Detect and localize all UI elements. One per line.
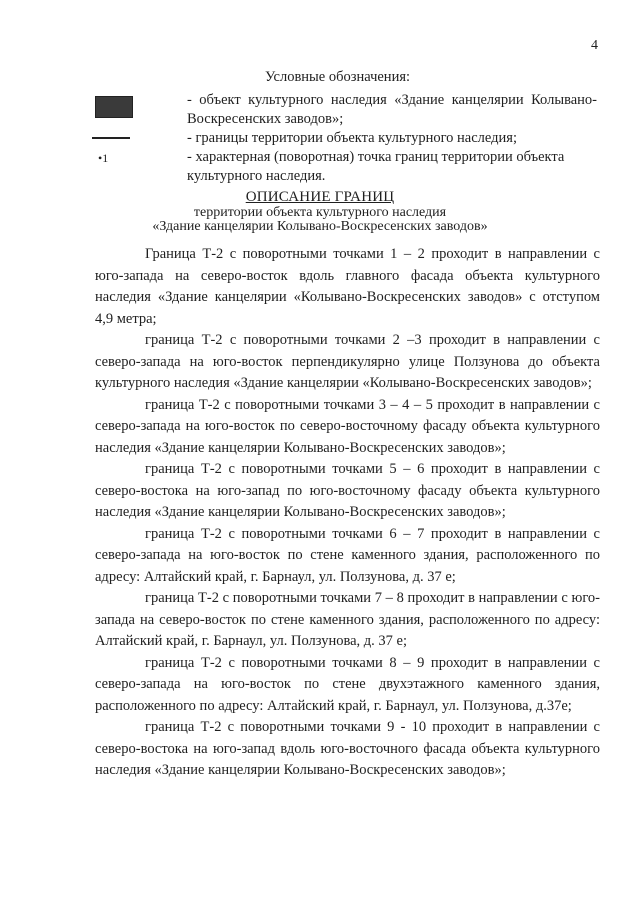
legend-item-territory-boundary: - границы территории объекта культурного наследия; <box>187 130 517 146</box>
boundary-paragraph: граница Т-2 с поворотными точками 9 - 10 проходит в направлении с северо-востока на юго-запад вдоль юго-восточного фасада объекта культурного наследия «Здание канцелярии Колывано-Воскресенских заводов»; <box>95 719 600 778</box>
boundary-paragraph: граница Т-2 с поворотными точками 8 – 9 проходит в направлении с северо-запада на юго-восток по стене двухэтажного каменного здания, расположенного по адресу: Алтайский край, г. Барнаул, ул. Ползунова, д.37е; <box>95 654 600 714</box>
legend-title: Условные обозначения: <box>265 69 411 85</box>
turning-point-marker-icon: •1 <box>98 151 109 165</box>
boundary-paragraph: граница Т-2 с поворотными точками 7 – 8 проходит в направлении с юго-запада на северо-восток по стене каменного здания, расположенного по адресу: Алтайский край, г. Барнаул, ул. Ползунова, д. 37 е; <box>95 590 600 649</box>
boundary-paragraph: граница Т-2 с поворотными точками 2 –3 проходит в направлении с северо-запада на юго-восток перпендикулярно улице Ползунова до объекта культурного наследия «Здание канцелярии «Колывано-Воскресенских заводов»; <box>95 332 600 391</box>
section-subtitle-1: территории объекта культурного наследия <box>193 205 447 220</box>
section-title: ОПИСАНИЕ ГРАНИЦ <box>245 189 395 205</box>
boundary-paragraph: граница Т-2 с поворотными точками 3 – 4 – 5 проходит в направлении с северо-запада на юго-восток по северо-восточному фасаду объекта культурного наследия «Здание канцелярии Колывано-Воскресенских заводов»; <box>95 396 600 456</box>
boundary-paragraph: Граница Т-2 с поворотными точками 1 – 2 проходит в направлении с юго-запада на северо-восток вдоль главного фасада объекта культурного наследия «Здание канцелярии «Колывано-Воскресенских заводов» с отступом 4,9 метра; <box>95 246 600 327</box>
heritage-object-swatch-icon <box>95 96 133 118</box>
territory-boundary-line-icon <box>92 137 130 139</box>
boundary-paragraph: граница Т-2 с поворотными точками 6 – 7 проходит в направлении с северо-запада на юго-восток по стене каменного здания, расположенного по адресу: Алтайский край, г. Барнаул, ул. Ползунова, д. 37 е; <box>95 525 600 585</box>
legend-item-heritage-object: - объект культурного наследия «Здание канцелярии Колывано-Воскресенских заводов»; <box>187 92 597 127</box>
boundary-description <box>95 244 600 782</box>
boundary-paragraph: граница Т-2 с поворотными точками 5 – 6 проходит в направлении с северо-востока на юго-запад по юго-восточному фасаду объекта культурного наследия «Здание канцелярии Колывано-Воскресенских заводов»; <box>95 461 600 520</box>
legend-item-turning-point: - характерная (поворотная) точка границ территории объекта культурного наследия. <box>187 149 565 184</box>
section-subtitle-2: «Здание канцелярии Колывано-Воскресенских заводов» <box>152 219 488 234</box>
page-number: 4 <box>591 38 598 53</box>
